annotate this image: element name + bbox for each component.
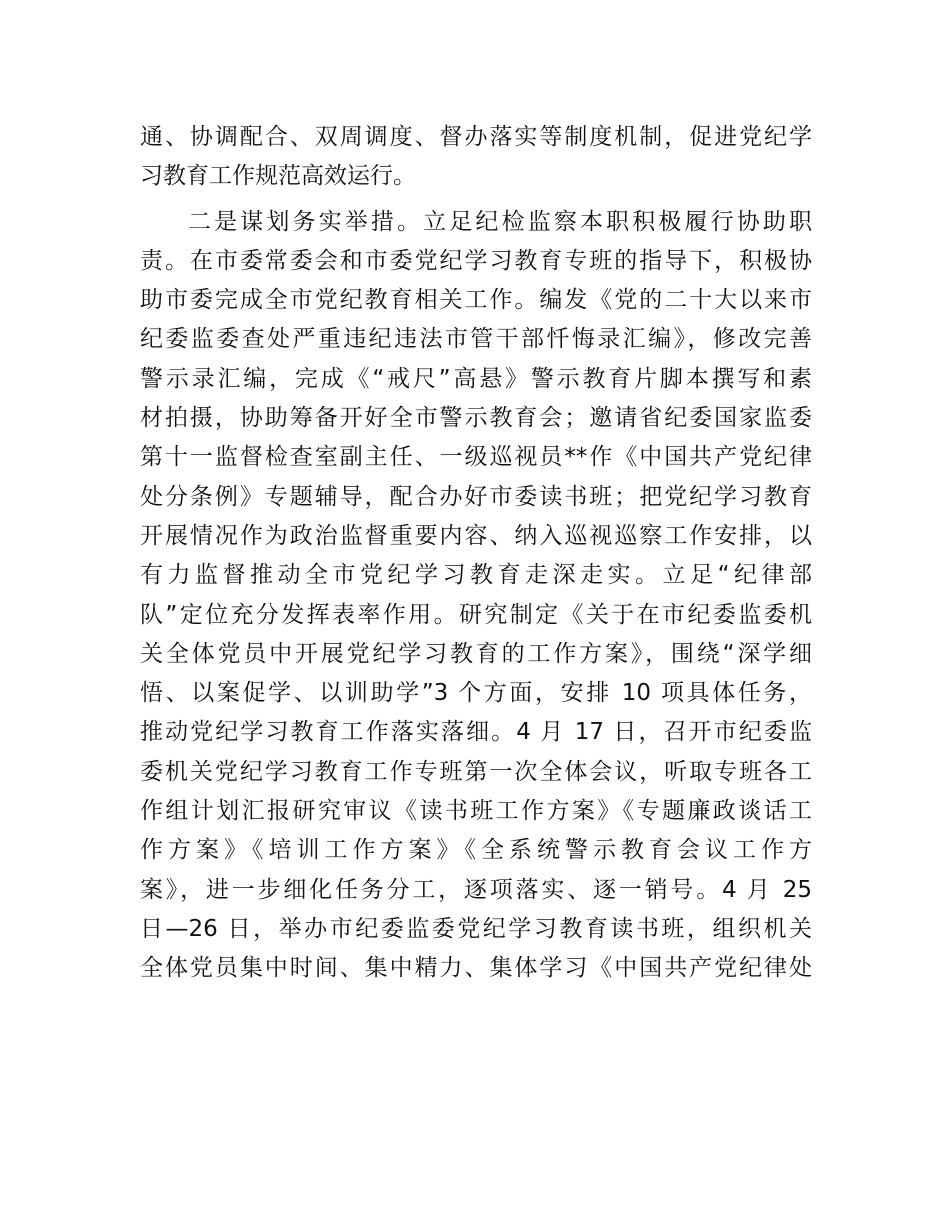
paragraph-first-line: 二是谋划务实举措。立足纪检监察本职积极履行协助职 <box>188 208 812 235</box>
paragraph-line: 通、协调配合、双周调度、督办落实等制度机制，促进党纪学 <box>140 124 812 150</box>
paragraph-line: 委机关党纪学习教育工作专班第一次全体会议，听取专班各工 <box>140 758 812 785</box>
paragraph-line: 作方案》《培训工作方案》《全系统警示教育会议工作方 <box>140 837 812 864</box>
paragraph-line: 关全体党员中开展党纪学习教育的工作方案》，围绕“深学细 <box>140 640 812 667</box>
paragraph-line: 警示录汇编，完成《“戒尺”高悬》警示教育片脚本撰写和素 <box>140 365 812 392</box>
paragraph-line: 案》，进一步细化任务分工，逐项落实、逐一销号。4 月 25 <box>140 876 812 903</box>
paragraph-line: 材拍摄，协助筹备开好全市警示教育会；邀请省纪委国家监委 <box>140 405 812 432</box>
paragraph-line-last: 习教育工作规范高效运行。 <box>140 163 416 190</box>
paragraph-second <box>140 203 812 989</box>
paragraph-line: 助市委完成全市党纪教育相关工作。编发《党的二十大以来市 <box>140 287 812 314</box>
paragraph-line: 全体党员集中时间、集中精力、集体学习《中国共产党纪律处 <box>140 955 812 982</box>
document-body <box>140 118 812 989</box>
paragraph-line: 第十一监督检查室副主任、一级巡视员**作《中国共产党纪律 <box>140 444 812 471</box>
paragraph-line: 开展情况作为政治监督重要内容、纳入巡视巡察工作安排，以 <box>140 522 812 549</box>
paragraph-line: 纪委监委查处严重违纪违法市管干部忏悔录汇编》，修改完善 <box>140 326 812 353</box>
paragraph-line: 作组计划汇报研究审议《读书班工作方案》《专题廉政谈话工 <box>140 798 812 825</box>
paragraph-line: 推动党纪学习教育工作落实落细。4 月 17 日，召开市纪委监 <box>140 719 812 746</box>
paragraph-line: 处分条例》专题辅导，配合办好市委读书班；把党纪学习教育 <box>140 483 812 510</box>
paragraph-line: 责。在市委常委会和市委党纪学习教育专班的指导下，积极协 <box>140 247 812 274</box>
paragraph-continuation <box>140 118 812 197</box>
paragraph-line: 队”定位充分发挥表率作用。研究制定《关于在市纪委监委机 <box>140 601 812 628</box>
paragraph-line: 日—26 日，举办市纪委监委党纪学习教育读书班，组织机关 <box>140 915 812 942</box>
paragraph-line: 悟、以案促学、以训助学”3 个方面，安排 10 项具体任务， <box>140 680 812 707</box>
paragraph-line: 有力监督推动全市党纪学习教育走深走实。立足“纪律部 <box>140 562 812 589</box>
